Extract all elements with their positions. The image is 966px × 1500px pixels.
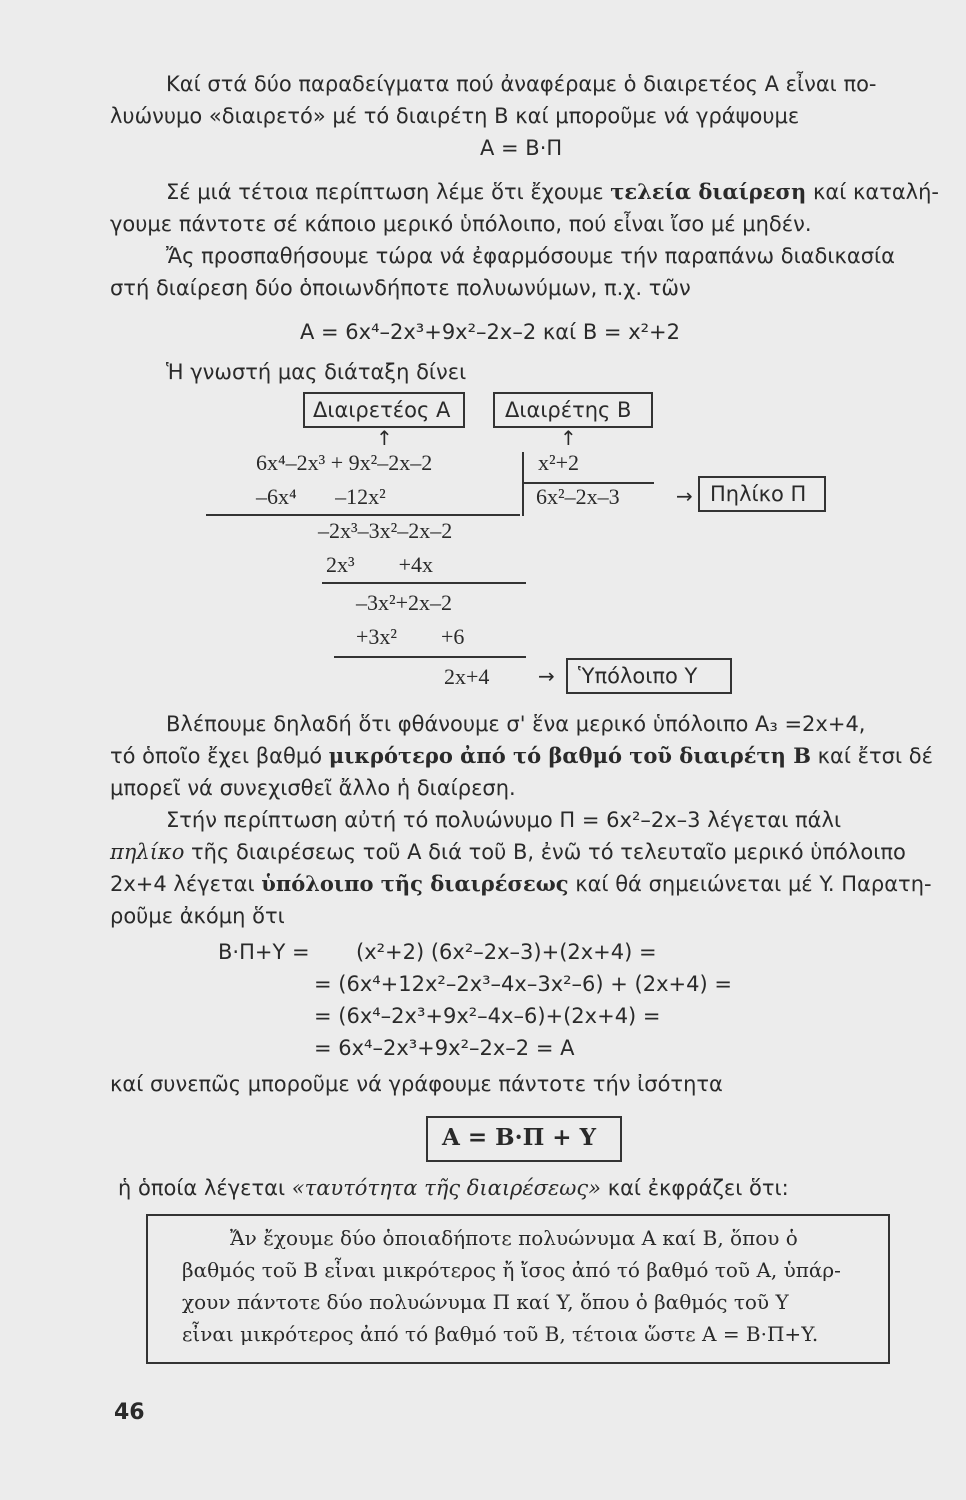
- intro-line-2: λυώνυμο «διαιρετό» μέ τό διαιρέτη B καί μποροῦμε νά γράψουμε: [110, 104, 800, 128]
- theorem-line-4: εἶναι μικρότερος ἀπό τό βαθμό τοῦ B, τέτοια ὥστε A = B·Π+Y.: [182, 1322, 819, 1346]
- para3-line-1: Βλέπουμε δηλαδή ὅτι φθάνουμε σ' ἕνα μερικό ὑπόλοιπο A₃ =2x+4,: [166, 712, 866, 736]
- term-quotient: πηλίκο: [110, 840, 185, 864]
- term-lower-degree: μικρότερο ἀπό τό βαθμό τοῦ διαιρέτη B: [328, 743, 811, 768]
- theorem-box: [146, 1214, 890, 1364]
- para2-equation: A = 6x⁴–2x³+9x²–2x–2 καί B = x²+2: [300, 320, 681, 344]
- up-arrow-icon: ↑: [560, 426, 577, 450]
- para3-line-5: πηλίκο τῆς διαιρέσεως τοῦ A διά τοῦ B, ἐνῶ τό τελευταῖο μερικό ὑπόλοιπο: [110, 840, 906, 864]
- up-arrow-icon: ↑: [376, 426, 393, 450]
- intro-line-1: Καί στά δύο παραδείγματα πού ἀναφέραμε ὁ διαιρετέος A εἶναι πο-: [166, 72, 877, 96]
- verification-row-4: = 6x⁴–2x³+9x²–2x–2 = A: [314, 1036, 575, 1060]
- remainder-label-box: [566, 658, 732, 694]
- identity-formula: A = B·Π + Y: [442, 1124, 597, 1151]
- verification-row-1: (x²+2) (6x²–2x–3)+(2x+4) =: [356, 940, 657, 964]
- remainder-2: –3x²+2x–2: [356, 590, 453, 615]
- dividend-label-box: [303, 392, 465, 428]
- para3-line-6: 2x+4 λέγεται ὑπόλοιπο τῆς διαιρέσεως καί θά σημειώνεται μέ Y. Παρατη-: [110, 871, 932, 896]
- para2-line-3: Ἄς προσπαθήσουμε τώρα νά ἐφαρμόσουμε τήν παραπάνω διαδικασία: [166, 244, 895, 268]
- para4-line-1: καί συνεπῶς μποροῦμε νά γράφουμε πάντοτε τήν ἰσότητα: [110, 1072, 723, 1096]
- verification-row-3: = (6x⁴–2x³+9x²–4x–6)+(2x+4) =: [314, 1004, 661, 1028]
- theorem-line-1: Ἄν ἔχουμε δύο ὁποιαδήποτε πολυώνυμα A καί B, ὅπου ὁ: [230, 1226, 798, 1250]
- para2-line-1: Σέ μιά τέτοια περίπτωση λέμε ὅτι ἔχουμε τελεία διαίρεση καί καταλή-: [166, 179, 939, 204]
- term-remainder: ὑπόλοιπο τῆς διαιρέσεως: [261, 871, 569, 896]
- remainder-label: Ὑπόλοιπο Y: [578, 664, 698, 688]
- divisor: x²+2: [538, 450, 580, 475]
- quotient-label: Πηλίκο Π: [710, 482, 807, 506]
- intro-equation: A = B·Π: [480, 136, 563, 160]
- dividend: 6x⁴–2x³ + 9x²–2x–2: [256, 450, 433, 475]
- para3-line-3: μπορεῖ νά συνεχισθεῖ ἄλλο ἡ διαίρεση.: [110, 776, 516, 800]
- division-line-1: [206, 514, 520, 516]
- para3-line-7: ροῦμε ἀκόμη ὅτι: [110, 904, 285, 928]
- term-division-identity: «ταυτότητα τῆς διαιρέσεως»: [291, 1176, 602, 1200]
- term-perfect-division: τελεία διαίρεση: [610, 179, 807, 204]
- remainder: 2x+4: [444, 664, 490, 689]
- para3-line-4: Στήν περίπτωση αὐτή τό πολυώνυμο Π = 6x²–2x–3 λέγεται πάλι: [166, 808, 842, 832]
- step-2: 2x³ +4x: [326, 552, 434, 577]
- page-number: 46: [114, 1400, 145, 1425]
- para2-line-5: Ἡ γνωστή μας διάταξη δίνει: [166, 360, 467, 384]
- right-arrow-icon: →: [676, 484, 693, 508]
- right-arrow-icon: →: [538, 664, 555, 688]
- division-line-2: [322, 582, 526, 584]
- theorem-line-3: χουν πάντοτε δύο πολυώνυμα Π καί Y, ὅπου ὁ βαθμός τοῦ Y: [182, 1290, 789, 1314]
- step-1: –6x⁴ –12x²: [256, 484, 386, 509]
- para2-line-2: γουμε πάντοτε σέ κάποιο μερικό ὑπόλοιπο, πού εἶναι ἴσο μέ μηδέν.: [110, 212, 812, 236]
- step-3: +3x² +6: [356, 624, 465, 649]
- quotient: 6x²–2x–3: [536, 484, 620, 509]
- verification-lhs: B·Π+Y =: [218, 940, 310, 964]
- identity-box: [426, 1116, 622, 1162]
- divisor-label: Διαιρέτης B: [505, 398, 632, 422]
- verification-row-2: = (6x⁴+12x²–2x³–4x–3x²–6) + (2x+4) =: [314, 972, 732, 996]
- quotient-label-box: [698, 476, 826, 512]
- theorem-line-2: βαθμός τοῦ B εἶναι μικρότερος ἤ ἴσος ἀπό τό βαθμό τοῦ A, ὑπάρ-: [182, 1258, 841, 1282]
- para3-line-2: τό ὁποῖο ἔχει βαθμό μικρότερο ἀπό τό βαθμό τοῦ διαιρέτη B καί ἔτσι δέ: [110, 743, 933, 768]
- division-bar: [522, 452, 524, 516]
- para4-line-2: ἡ ὁποία λέγεται «ταυτότητα τῆς διαιρέσεως» καί ἐκφράζει ὅτι:: [118, 1176, 789, 1200]
- remainder-1: –2x³–3x²–2x–2: [318, 518, 453, 543]
- dividend-label: Διαιρετέος A: [313, 398, 451, 422]
- division-line-3: [334, 656, 526, 658]
- divisor-label-box: [493, 392, 653, 428]
- para2-line-4: στή διαίρεση δύο ὁποιωνδήποτε πολυωνύμων, π.χ. τῶν: [110, 276, 691, 300]
